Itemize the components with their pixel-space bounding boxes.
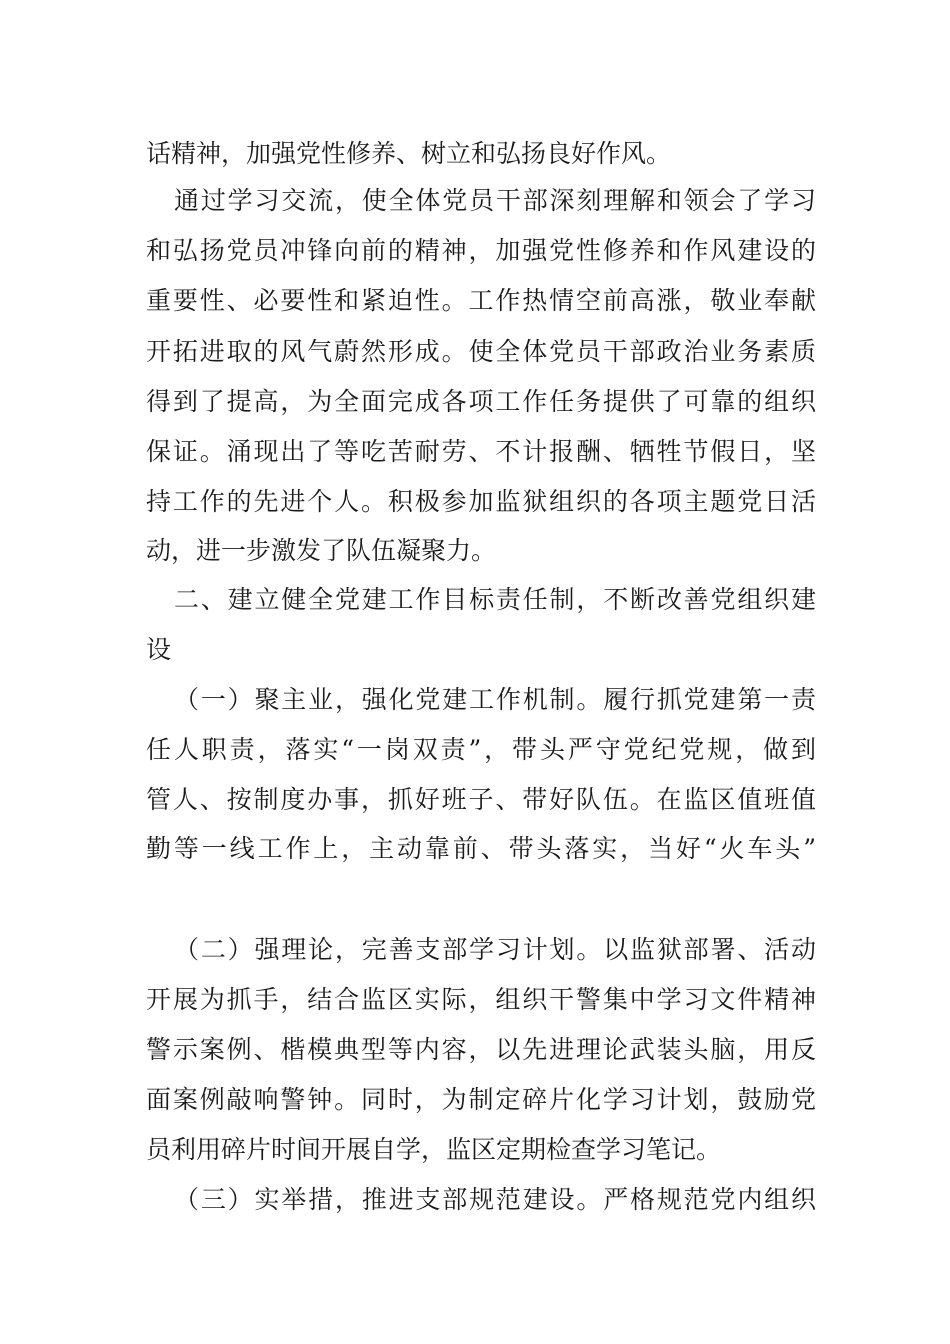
text-line: 得到了提高，为全面完成各项工作任务提供了可靠的组织 (146, 387, 816, 416)
paragraph-start-line: 通过学习交流，使全体党员干部深刻理解和领会了学习 (174, 186, 816, 215)
text-line: 任人职责，落实“一岗双责”，带头严守党纪党规，做到 (146, 735, 816, 764)
text-line: 保证。涌现出了等吃苦耐劳、不计报酬、牺牲节假日，坚 (146, 437, 816, 466)
paragraph-start-line: （二）强理论，完善支部学习计划。以监狱部署、活动 (174, 935, 816, 964)
text-line: 勤等一线工作上，主动靠前、带头落实，当好“火车头” (146, 834, 816, 863)
text-line: 管人、按制度办事，抓好班子、带好队伍。在监区值班值 (146, 785, 816, 814)
text-line: 重要性、必要性和紧迫性。工作热情空前高涨，敬业奉献 (146, 286, 816, 315)
text-line: 和弘扬党员冲锋向前的精神，加强党性修养和作风建设的 (146, 236, 816, 265)
text-line: 员利用碎片时间开展自学，监区定期检查学习笔记。 (146, 1135, 722, 1164)
text-line: 开拓进取的风气蔚然形成。使全体党员干部政治业务素质 (146, 337, 816, 366)
section-heading-line: 二、建立健全党建工作目标责任制，不断改善党组织建 (174, 585, 816, 614)
paragraph-start-line: （三）实举措，推进支部规范建设。严格规范党内组织 (174, 1185, 816, 1214)
text-line: 动，进一步激发了队伍凝聚力。 (146, 536, 497, 565)
text-line: 开展为抓手，结合监区实际，组织干警集中学习文件精神 (146, 985, 816, 1014)
text-line: 话精神，加强党性修养、树立和弘扬良好作风。 (146, 139, 672, 168)
text-line: 面案例敲响警钟。同时，为制定碎片化学习计划，鼓励党 (146, 1085, 816, 1114)
text-line: 持工作的先进个人。积极参加监狱组织的各项主题党日活 (146, 487, 816, 516)
paragraph-start-line: （一）聚主业，强化党建工作机制。履行抓党建第一责 (174, 685, 816, 714)
text-line: 警示案例、楷模典型等内容，以先进理论武装头脑，用反 (146, 1035, 816, 1064)
section-heading-line: 设 (146, 635, 172, 664)
